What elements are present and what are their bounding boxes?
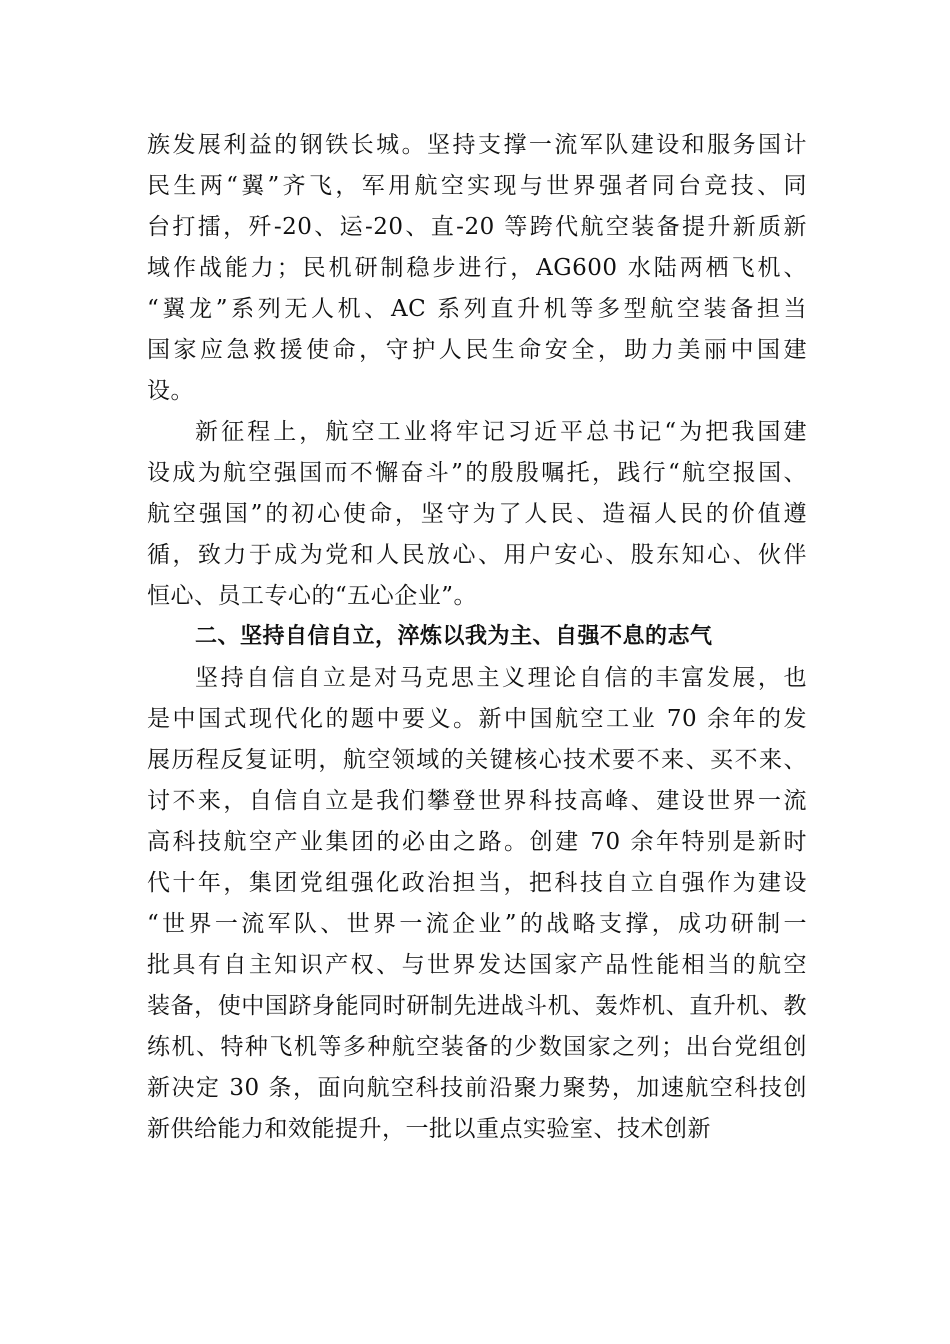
text-line: 航空强国”的初心使命，坚守为了人民、造福人民的价值遵 (147, 501, 807, 527)
text-line: “翼龙”系列无人机、AC 系列直升机等多型航空装备担当 (147, 296, 807, 322)
text-line: 恒心、员工专心的“五心企业”。 (147, 583, 478, 609)
text-line: 族发展利益的钢铁长城。坚持支撑一流军队建设和服务国计 (147, 132, 807, 158)
section-heading: 二、坚持自信自立，淬炼以我为主、自强不息的志气 (195, 624, 713, 649)
text-line: 循，致力于成为党和人民放心、用户安心、股东知心、伙伴 (147, 542, 807, 568)
text-line: 装备，使中国跻身能同时研制先进战斗机、轰炸机、直升机、教 (147, 993, 807, 1019)
text-line: 是中国式现代化的题中要义。新中国航空工业 70 余年的发 (147, 706, 807, 732)
text-line: 国家应急救援使命，守护人民生命安全，助力美丽中国建 (147, 337, 807, 363)
text-line: 代十年，集团党组强化政治担当，把科技自立自强作为建设 (147, 870, 807, 896)
text-line: 台打擂，歼-20、运-20、直-20 等跨代航空装备提升新质新 (147, 214, 807, 240)
text-line: 新决定 30 条，面向航空科技前沿聚力聚势，加速航空科技创 (147, 1075, 807, 1101)
text-line: 高科技航空产业集团的必由之路。创建 70 余年特别是新时 (147, 829, 807, 855)
text-line: 设。 (147, 378, 194, 404)
text-line: 讨不来，自信自立是我们攀登世界科技高峰、建设世界一流 (147, 788, 807, 814)
text-line: 批具有自主知识产权、与世界发达国家产品性能相当的航空 (147, 952, 807, 978)
text-line: 新供给能力和效能提升，一批以重点实验室、技术创新 (147, 1116, 711, 1142)
text-line: 域作战能力；民机研制稳步进行，AG600 水陆两栖飞机、 (147, 255, 807, 281)
text-line: 民生两“翼”齐飞，军用航空实现与世界强者同台竞技、同 (147, 173, 807, 199)
text-line: 练机、特种飞机等多种航空装备的少数国家之列；出台党组创 (147, 1034, 807, 1060)
text-line: 设成为航空强国而不懈奋斗”的殷殷嘱托，践行“航空报国、 (147, 460, 807, 486)
text-line: “世界一流军队、世界一流企业”的战略支撑，成功研制一 (147, 911, 807, 937)
text-line: 坚持自信自立是对马克思主义理论自信的丰富发展，也 (195, 665, 807, 691)
text-line: 展历程反复证明，航空领域的关键核心技术要不来、买不来、 (147, 747, 807, 773)
text-line: 新征程上，航空工业将牢记习近平总书记“为把我国建 (195, 419, 807, 445)
